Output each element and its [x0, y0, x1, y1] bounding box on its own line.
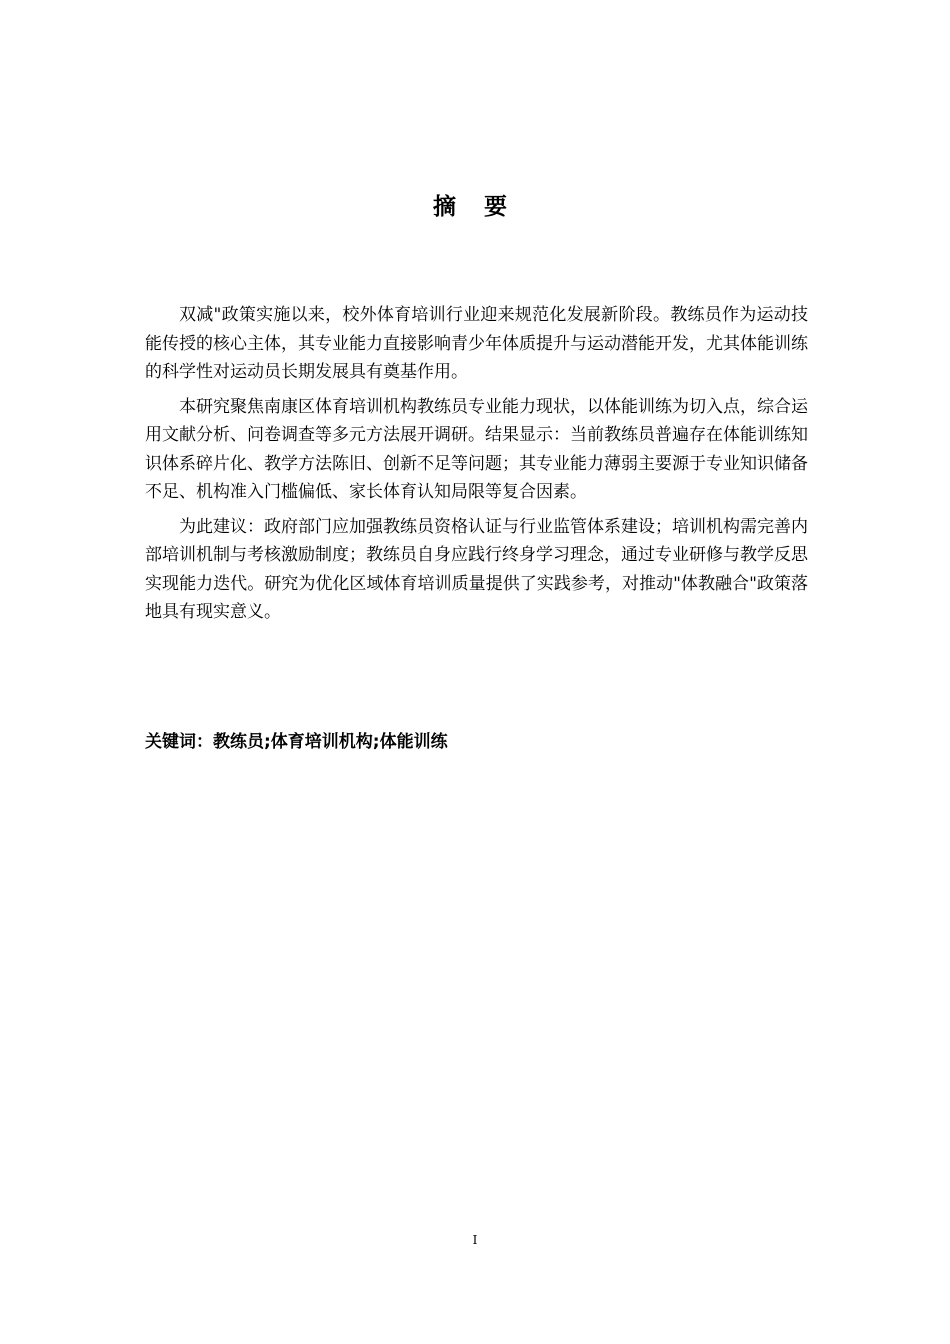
abstract-paragraph-1: 双减"政策实施以来，校外体育培训行业迎来规范化发展新阶段。教练员作为运动技能传授的核心主体，其专业能力直接影响青少年体质提升与运动潜能开发，尤其体能训练的科学性对运动员长期发展具有奠基作用。 — [145, 305, 808, 382]
abstract-body — [145, 301, 808, 633]
abstract-title: 摘 要 — [432, 194, 517, 220]
page-number: I — [472, 1233, 478, 1247]
keywords-line: 关键词：教练员;体育培训机构;体能训练 — [145, 732, 448, 752]
abstract-paragraph-2: 本研究聚焦南康区体育培训机构教练员专业能力现状，以体能训练为切入点，综合运用文献分析、问卷调查等多元方法展开调研。结果显示：当前教练员普遍存在体能训练知识体系碎片化、教学方法陈旧、创新不足等问题；其专业能力薄弱主要源于专业知识储备不足、机构准入门槛偏低、家长体育认知局限等复合因素。 — [145, 396, 808, 502]
abstract-paragraph-3: 为此建议：政府部门应加强教练员资格认证与行业监管体系建设；培训机构需完善内部培训机制与考核激励制度；教练员自身应践行终身学习理念，通过专业研修与教学反思实现能力迭代。研究为优化区域体育培训质量提供了实践参考，对推动"体教融合"政策落地具有现实意义。 — [145, 516, 808, 622]
